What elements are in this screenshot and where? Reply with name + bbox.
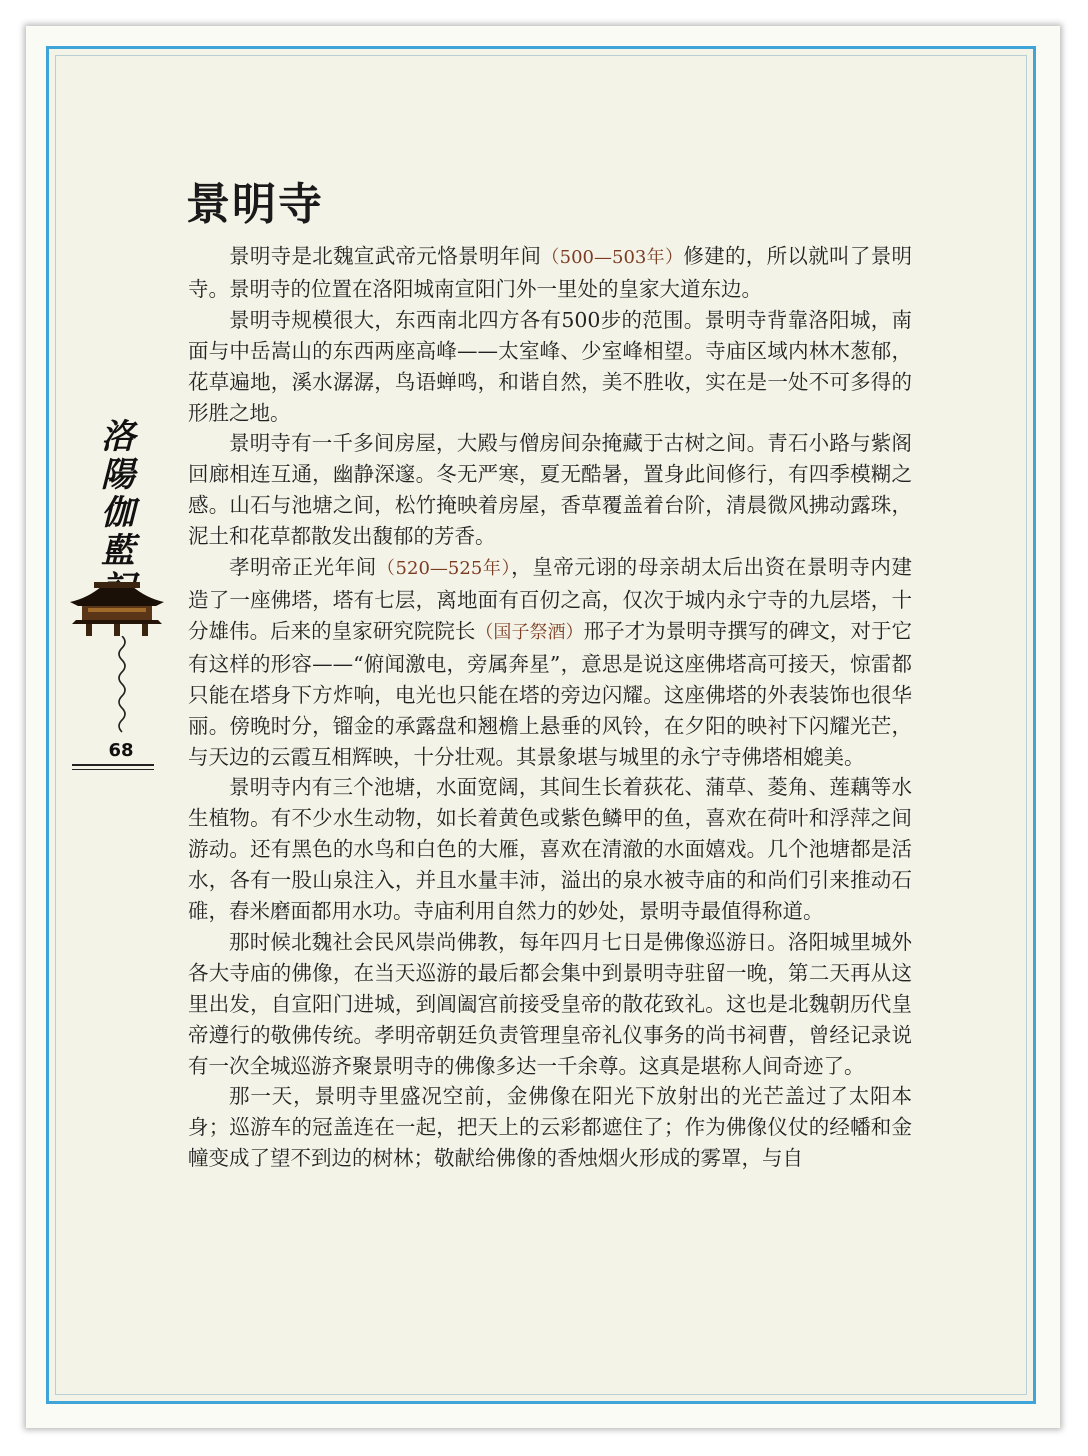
book-title-char: 陽 (101, 455, 135, 495)
pendant-ornament-icon (112, 636, 132, 736)
pavilion-roof-icon (68, 578, 166, 638)
paragraph: 那一天，景明寺里盛况空前，金佛像在阳光下放射出的光芒盖过了太阳本身；巡游车的冠盖连在一起，把天上的云彩都遮住了；作为佛像仪仗的经幡和金幢变成了望不到边的树林；敬献给佛像的香烛烟火形成的雾罩，与自 (188, 1084, 912, 1171)
book-title-char: 藍 (101, 531, 135, 571)
paragraph: 景明寺内有三个池塘，水面宽阔，其间生长着荻花、蒲草、菱角、莲藕等水生植物。有不少水生动物，如长着黄色或紫色鳞甲的鱼，喜欢在荷叶和浮萍之间游动。还有黑色的水鸟和白色的大雁，喜欢在清澈的水面嬉戏。几个池塘都是活水，各有一股山泉注入，并且水量丰沛，溢出的泉水被寺庙的和尚们引来推动石碓，舂米磨面都用水功。寺庙利用自然力的妙处，景明寺最值得称道。 (188, 775, 912, 924)
paragraph: 景明寺是北魏宣武帝元恪景明年间（500—503年）修建的，所以就叫了景明寺。景明寺的位置在洛阳城南宣阳门外一里处的皇家大道东边。 (188, 244, 913, 301)
book-title-char: 洛 (101, 417, 135, 457)
date-note: （520—525年） (376, 558, 512, 580)
page-number: 68 (108, 740, 134, 761)
paragraph: 那时候北魏社会民风崇尚佛教，每年四月七日是佛像巡游日。洛阳城里城外各大寺庙的佛像，在当天巡游的最后都会集中到景明寺驻留一晚，第二天再从这里出发，自宣阳门进城，到阊阖宫前接受皇帝的散花致礼。这也是北魏朝历代皇帝遵行的敬佛传统。孝明帝朝廷负责管理皇帝礼仪事务的尚书祠曹，曾经记录说有一次全城巡游齐聚景明寺的佛像多达一千余尊。这真是堪称人间奇迹了。 (188, 929, 912, 1078)
page-title: 景明寺 (186, 179, 324, 230)
article-body (188, 241, 912, 1174)
title-note: （国子祭酒） (475, 621, 584, 643)
book-title-char: 伽 (101, 493, 135, 533)
paragraph: 孝明帝正光年间（520—525年），皇帝元诩的母亲胡太后出资在景明寺内建造了一座佛塔，塔有七层，离地面有百仞之高，仅次于城内永宁寺的九层塔，十分雄伟。后来的皇家研究院院长（国子祭酒）邢子才为景明寺撰写的碑文，对于它有这样的形容——“俯闻激电，旁属奔星”，意思是说这座佛塔高可接天，惊雷都只能在塔身下方炸响，电光也只能在塔的旁边闪耀。这座佛塔的外表装饰也很华丽。傍晚时分，镏金的承露盘和翘檐上悬垂的风铃，在夕阳的映衬下闪耀光芒，与天边的云霞互相辉映，十分壮观。其景象堪与城里的永宁寺佛塔相媲美。 (188, 555, 913, 769)
date-note: （500—503年） (541, 247, 684, 268)
paragraph: 景明寺有一千多间房屋，大殿与僧房间杂掩藏于古树之间。青石小路与紫阁回廊相连互通，幽静深邃。冬无严寒，夏无酷暑，置身此间修行，有四季模糊之感。山石与池塘之间，松竹掩映着房屋，香草覆盖着台阶，清晨微风拂动露珠，泥土和花草都散发出馥郁的芳香。 (188, 431, 912, 549)
page-number-rule (72, 769, 154, 770)
paragraph: 景明寺规模很大，东西南北四方各有500步的范围。景明寺背靠洛阳城，南面与中岳嵩山的东西两座高峰——太室峰、少室峰相望。寺庙区域内林木葱郁，花草遍地，溪水潺潺，鸟语蝉鸣，和谐自然，美不胜收，实在是一处不可多得的形胜之地。 (188, 307, 912, 425)
page-number-rule (72, 764, 154, 766)
